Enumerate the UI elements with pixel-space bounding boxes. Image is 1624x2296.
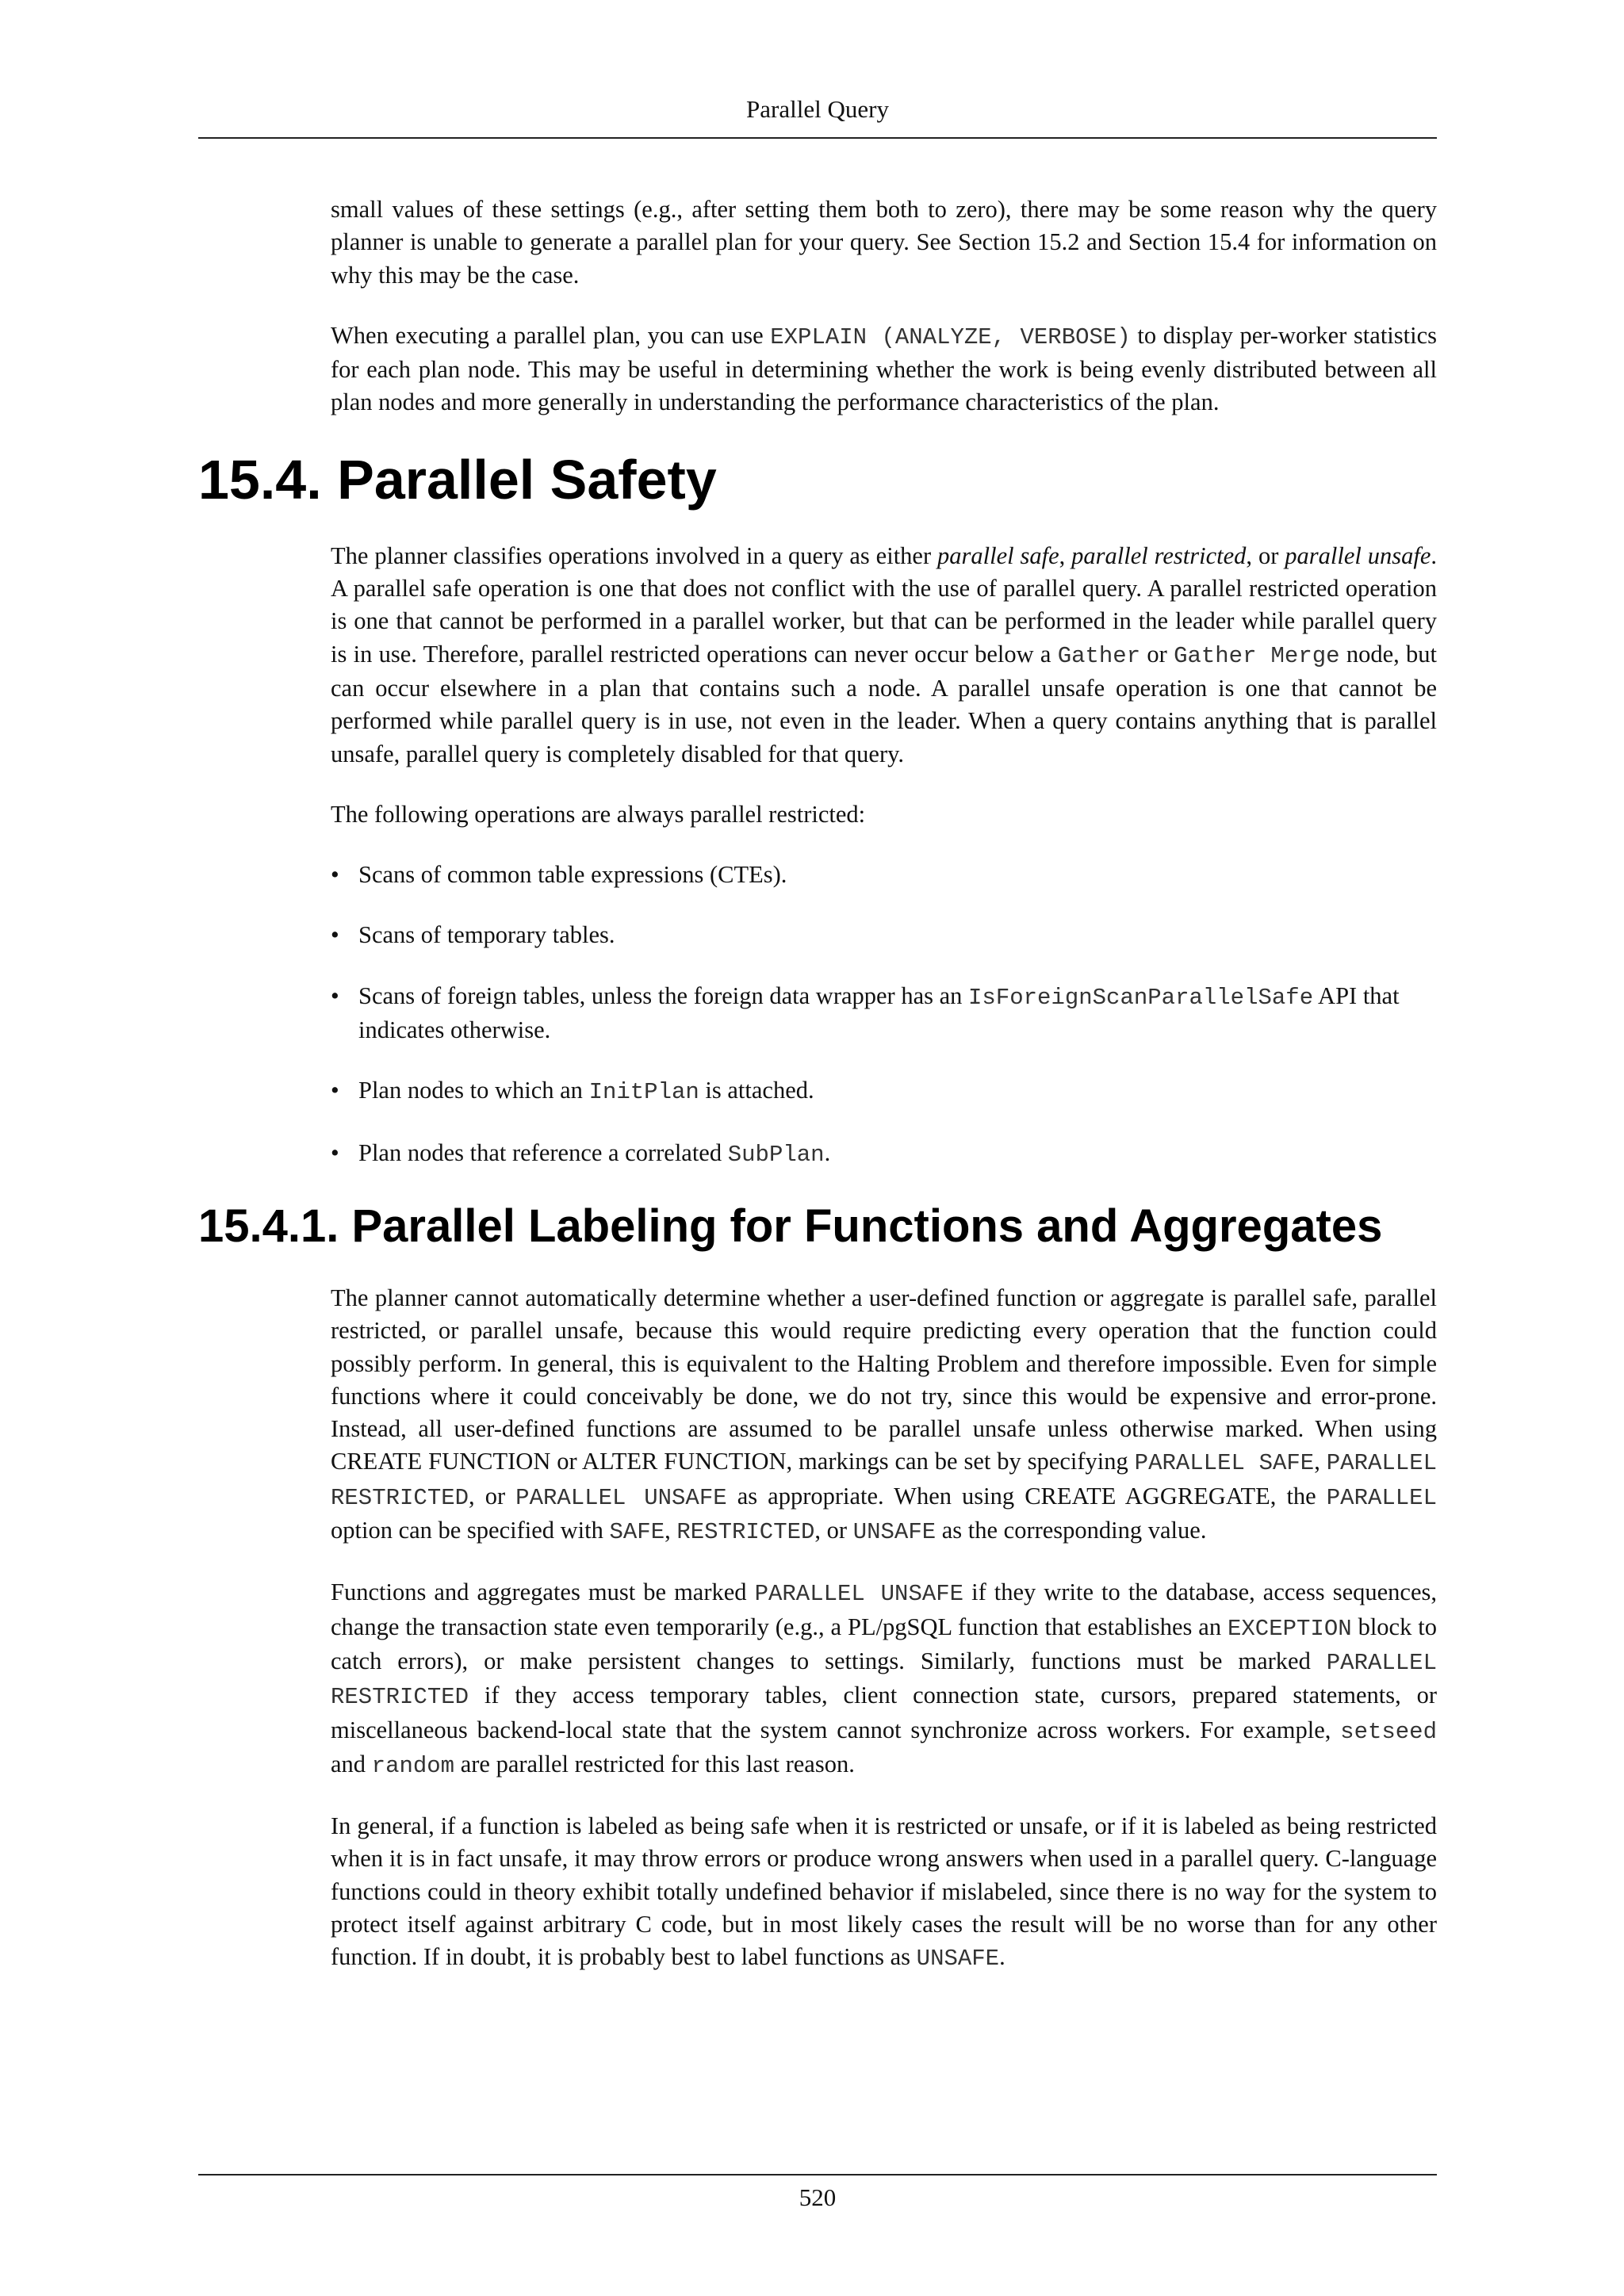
code-subplan: SubPlan <box>727 1141 825 1168</box>
restricted-list-intro: The following operations are always parallel restricted: <box>331 800 866 828</box>
page-body <box>0 193 1624 2003</box>
intro-paragraph-2: When executing a parallel plan, you can use EXPLAIN (ANALYZE, VERBOSE) to display per-worker statistics for each plan node. This may be useful in determining whether the work is being evenly distributed between all plan nodes and more generally in understanding the performance characteristics of the plan. <box>331 321 1437 416</box>
bullet-icon: • <box>331 861 339 889</box>
parallel-safety-paragraph: The planner classifies operations involved in a query as either parallel safe, parallel restricted, or parallel unsafe. A parallel safe operation is one that does not conflict with the use of parallel query. A parallel restricted operation is one that cannot be performed in a parallel worker, but that can be performed in the leader while parallel query is in use. Therefore, parallel restricted operations can never occur below a Gather or Gather Merge node, but can occur elsewhere in a plan that contains such a node. A parallel unsafe operation is one that cannot be performed while parallel query is in use, not even in the leader. When a query contains anything that is parallel unsafe, parallel query is completely disabled for that query. <box>331 541 1438 767</box>
term-parallel-safe: parallel safe <box>937 541 1059 569</box>
list-item: • Plan nodes that reference a correlated SubPlan. <box>358 1137 1437 1171</box>
code-explain-analyze-verbose: EXPLAIN (ANALYZE, VERBOSE) <box>770 323 1131 350</box>
labeling-paragraph-1: The planner cannot automatically determine whether a user-defined function or aggregate is parallel safe, parallel restricted, or parallel unsafe, because this would require predicting every operation that the function could possibly perform. In general, this is equivalent to the Halting Problem and therefore impossible. Even for simple functions where it could conceivably be done, we do not try, since this would be expensive and error-prone. Instead, all user-defined functions are assumed to be parallel unsafe unless otherwise marked. When using CREATE FUNCTION or ALTER FUNCTION, markings can be set by specifying PARALLEL SAFE, PARALLEL RESTRICTED, or PARALLEL UNSAFE as appropriate. When using CREATE AGGREGATE, the PARALLEL option can be specified with SAFE, RESTRICTED, or UNSAFE as the corresponding value. <box>331 1284 1438 1546</box>
subsection-heading-parallel-labeling: 15.4.1. Parallel Labeling for Functions and Aggregates <box>198 1200 1383 1252</box>
code-isforeignscanparallelsafe: IsForeignScanParallelSafe <box>968 984 1314 1011</box>
code-parallel-safe: PARALLEL SAFE <box>1134 1450 1315 1477</box>
code-parallel-unsafe: PARALLEL UNSAFE <box>515 1484 727 1511</box>
intro-paragraph-1: small values of these settings (e.g., after setting them both to zero), there may be some reason why the query planner is unable to generate a parallel plan for your query. See Section 15.2 and Section 15.4 for information on why this may be the case. <box>331 196 1437 289</box>
labeling-paragraph-3: In general, if a function is labeled as being safe when it is restricted or unsafe, or if it is labeled as being restricted when it is in fact unsafe, it may throw errors or produce wrong answers when used in a parallel query. C-language functions could in theory exhibit totally undefined behavior if mislabeled, since there is no way for the system to protect itself against arbitrary C code, but in most likely cases the result will be no worse than for any other function. If in doubt, it is probably best to label functions as UNSAFE. <box>331 1812 1437 1973</box>
code-parallel-restricted: PARALLEL RESTRICTED <box>331 1649 1437 1711</box>
header-rule <box>198 137 1437 139</box>
page-number: 520 <box>799 2183 837 2211</box>
footer-rule <box>198 2174 1437 2175</box>
code-random: random <box>371 1752 455 1779</box>
code-setseed: setseed <box>1340 1718 1437 1745</box>
list-item: • Scans of common table expressions (CTEs). <box>358 859 1437 891</box>
code-exception: EXCEPTION <box>1228 1615 1352 1642</box>
bullet-icon: • <box>331 921 339 949</box>
restricted-operations-list <box>0 859 1624 1171</box>
list-item: • Scans of temporary tables. <box>358 919 1437 951</box>
running-header: Parallel Query <box>746 95 889 123</box>
code-initplan: InitPlan <box>588 1079 699 1106</box>
code-unsafe: UNSAFE <box>916 1946 1000 1973</box>
code-safe: SAFE <box>609 1519 665 1546</box>
code-parallel: PARALLEL <box>1326 1484 1437 1511</box>
code-gather: Gather <box>1057 642 1141 669</box>
code-parallel-unsafe: PARALLEL UNSAFE <box>754 1581 964 1608</box>
term-parallel-unsafe: parallel unsafe <box>1285 541 1431 569</box>
code-gather-merge: Gather Merge <box>1174 642 1340 669</box>
code-parallel-restricted: PARALLEL RESTRICTED <box>331 1450 1438 1511</box>
bullet-icon: • <box>331 982 339 1009</box>
labeling-paragraph-2: Functions and aggregates must be marked PARALLEL UNSAFE if they write to the database, access sequences, change the transaction state even temporarily (e.g., a PL/pgSQL function that establishes an EXCEPTION block to catch errors), or make persistent changes to settings. Similarly, functions must be marked PARALLEL RESTRICTED if they access temporary tables, client connection state, cursors, prepared statements, or miscellaneous backend-local state that the system cannot synchronize across workers. For example, setseed and random are parallel restricted for this last reason. <box>331 1578 1437 1779</box>
code-restricted: RESTRICTED <box>676 1519 815 1546</box>
code-unsafe: UNSAFE <box>852 1519 936 1546</box>
section-heading-parallel-safety: 15.4. Parallel Safety <box>198 448 717 511</box>
bullet-icon: • <box>331 1138 339 1166</box>
list-item: • Scans of foreign tables, unless the foreign data wrapper has an IsForeignScanParallelSafe API that indicates otherwise. <box>358 980 1437 1047</box>
term-parallel-restricted: parallel restricted <box>1071 541 1247 569</box>
list-item: • Plan nodes to which an InitPlan is attached. <box>358 1074 1437 1108</box>
bullet-icon: • <box>331 1077 339 1104</box>
